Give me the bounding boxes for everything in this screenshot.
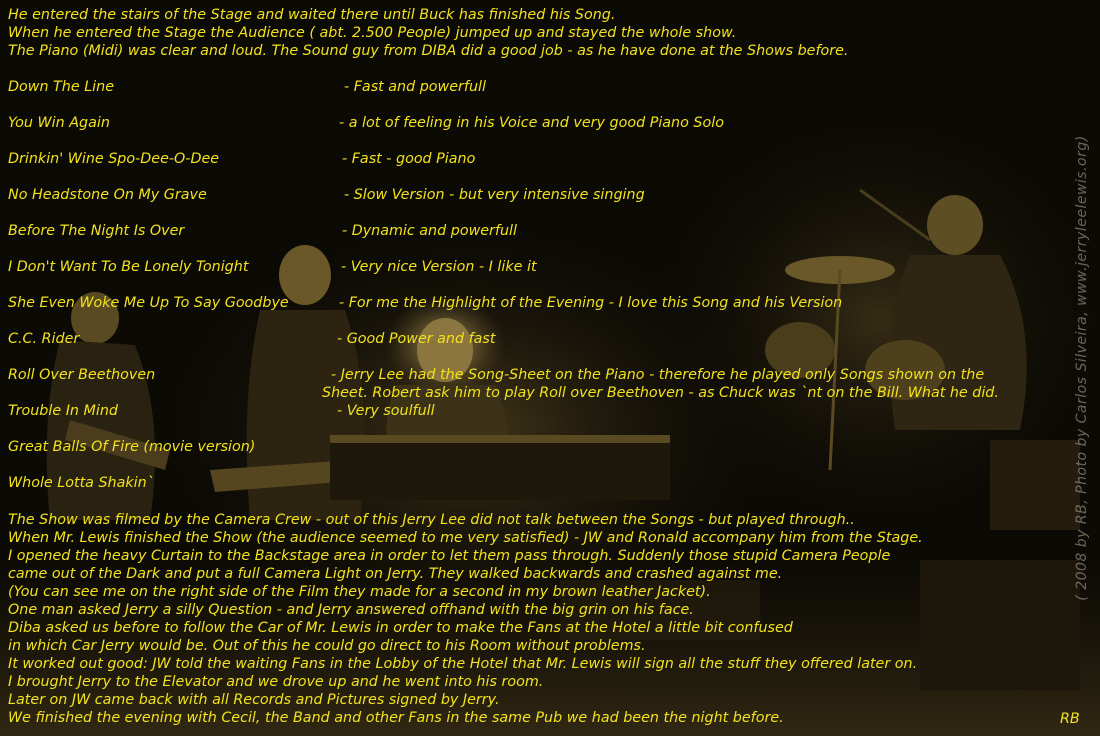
outro-line: (You can see me on the right side of the Film they made for a second in my brown leather Jacket). (8, 584, 711, 600)
copyright-watermark: ( 2008 by RB, Photo by Carlos Silveira, www.jerryleelewis.org) (1074, 135, 1090, 601)
setlist-item (0, 186, 1100, 204)
song-comment: - Very nice Version - I like it (341, 259, 537, 275)
setlist-item (0, 150, 1100, 168)
song-title: Down The Line (8, 79, 114, 95)
author-signature: RB (1060, 711, 1080, 727)
song-comment: - Good Power and fast (337, 331, 496, 347)
song-comment-continuation: Sheet. Robert ask him to play Roll over Beethoven - as Chuck was `nt on the Bill. What he did. (322, 385, 999, 401)
outro-line: It worked out good: JW told the waiting Fans in the Lobby of the Hotel that Mr. Lewis will sign all the stuff they offered later on. (8, 656, 918, 672)
song-comment: - Dynamic and powerfull (342, 223, 517, 239)
intro-paragraph (8, 6, 848, 60)
song-comment: - Very soulfull (337, 403, 435, 419)
song-comment: - Fast and powerfull (344, 79, 486, 95)
outro-line: The Show was filmed by the Camera Crew - out of this Jerry Lee did not talk between the Songs - but played through.. (8, 512, 855, 528)
setlist-item (0, 258, 1100, 276)
song-comment: - For me the Highlight of the Evening - I love this Song and his Version (339, 295, 843, 311)
setlist-item (0, 222, 1100, 240)
intro-line: He entered the stairs of the Stage and waited there until Buck has finished his Song. (8, 7, 616, 23)
song-title: C.C. Rider (8, 331, 80, 347)
song-title: Drinkin' Wine Spo-Dee-O-Dee (8, 151, 220, 167)
song-title: Roll Over Beethoven (8, 367, 156, 383)
outro-paragraph (8, 511, 923, 727)
song-title: She Even Woke Me Up To Say Goodbye (8, 295, 289, 311)
intro-line: When he entered the Stage the Audience ( abt. 2.500 People) jumped up and stayed the whole show. (8, 25, 737, 41)
outro-line: I opened the heavy Curtain to the Backstage area in order to let them pass through. Suddenly those stupid Camera People (8, 548, 891, 564)
setlist-item (0, 330, 1100, 348)
song-title: Trouble In Mind (8, 403, 118, 419)
setlist-item (0, 474, 1100, 492)
song-title: Whole Lotta Shakin` (8, 475, 154, 491)
song-title: You Win Again (8, 115, 110, 131)
setlist-item (0, 78, 1100, 96)
setlist-item (0, 294, 1100, 312)
outro-line: came out of the Dark and put a full Camera Light on Jerry. They walked backwards and crashed against me. (8, 566, 783, 582)
song-comment: - Jerry Lee had the Song-Sheet on the Piano - therefore he played only Songs shown on the (331, 367, 985, 383)
intro-line: The Piano (Midi) was clear and loud. The Sound guy from DIBA did a good job - as he have done at the Shows before. (8, 43, 849, 59)
song-comment: - a lot of feeling in his Voice and very good Piano Solo (339, 115, 724, 131)
song-title: I Don't Want To Be Lonely Tonight (8, 259, 249, 275)
song-title: Before The Night Is Over (8, 223, 185, 239)
setlist-item (0, 114, 1100, 132)
outro-line: I brought Jerry to the Elevator and we drove up and he went into his room. (8, 674, 544, 690)
outro-line: When Mr. Lewis finished the Show (the audience seemed to me very satisfied) - JW and Ronald accompany him from the Stage. (8, 530, 923, 546)
setlist-item (0, 366, 1100, 401)
song-title: Great Balls Of Fire (movie version) (8, 439, 256, 455)
outro-line: Diba asked us before to follow the Car of Mr. Lewis in order to make the Fans at the Hotel a little bit confused (8, 620, 793, 636)
outro-line: in which Car Jerry would be. Out of this he could go direct to his Room without problems. (8, 638, 646, 654)
setlist-item (0, 438, 1100, 456)
song-title: No Headstone On My Grave (8, 187, 207, 203)
setlist-item (0, 402, 1100, 420)
outro-line: Later on JW came back with all Records and Pictures signed by Jerry. (8, 692, 500, 708)
outro-line: One man asked Jerry a silly Question - and Jerry answered offhand with the big grin on his face. (8, 602, 694, 618)
outro-line: We finished the evening with Cecil, the Band and other Fans in the same Pub we had been the night before. (8, 710, 784, 726)
song-comment: - Slow Version - but very intensive singing (344, 187, 645, 203)
song-comment: - Fast - good Piano (342, 151, 476, 167)
